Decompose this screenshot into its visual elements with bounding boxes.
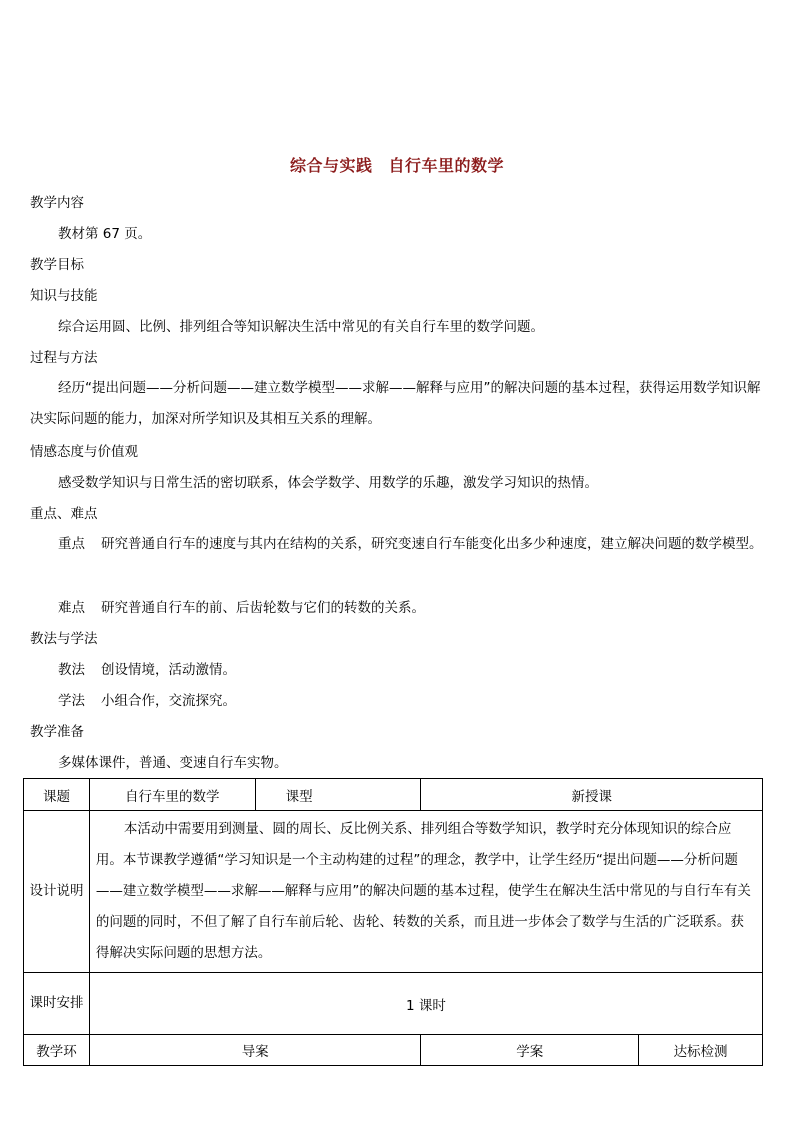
key-paragraph [30,529,765,560]
emotion-heading: 情感态度与价值观 [30,444,138,460]
key-heading: 重点、难点 [30,506,98,522]
topic-value-cell: 自行车里的数学 [89,779,255,811]
type-label-cell: 课型 [255,779,421,811]
stage-label-cell: 教学环 [24,1035,90,1066]
guide-label-cell: 导案 [89,1035,421,1066]
lesson-plan-table [23,778,763,1066]
teach-label: 教法 [58,662,85,678]
prep-text: 多媒体课件，普通、变速自行车实物。 [58,755,288,771]
knowledge-text: 综合运用圆、比例、排列组合等知识解决生活中常见的有关自行车里的数学问题。 [58,319,544,335]
hours-value-cell: 1 课时 [89,973,762,1035]
difficult-paragraph [58,598,425,618]
emotion-text: 感受数学知识与日常生活的密切联系，体会学数学、用数学的乐趣，激发学习知识的热情。 [58,475,598,491]
table-row [24,779,763,811]
table-row [24,973,763,1035]
prep-heading: 教学准备 [30,724,84,740]
key-label: 重点 [58,536,85,552]
design-label-cell: 设计说明 [24,811,90,973]
table-row [24,1035,763,1066]
table-row [24,811,763,973]
type-value-cell: 新授课 [421,779,763,811]
hours-label-cell: 课时安排 [24,973,90,1035]
study-label-cell: 学案 [421,1035,639,1066]
learn-text: 小组合作，交流探究。 [101,693,236,709]
check-label-cell: 达标检测 [639,1035,763,1066]
document-title [0,153,794,176]
design-text-cell: 本活动中需要用到测量、圆的周长、反比例关系、排列组合等数学知识，教学时充分体现知识的综合应用。本节课教学遵循“学习知识是一个主动构建的过程”的理念，教学中，让学生经历“提出问题——分析问题——建立数学模型——求解——解释与应用”的解决问题的基本过程，使学生在解决生活中常见的与自行车有关的问题的同时，不但了解了自行车前后轮、齿轮、转数的关系，而且进一步体会了数学与生活的广泛联系。获得解决实际问题的思想方法。 [89,811,762,973]
teach-text: 创设情境，活动激情。 [101,662,236,678]
method-heading: 教法与学法 [30,631,98,647]
difficult-label: 难点 [58,600,85,616]
knowledge-heading: 知识与技能 [30,288,98,304]
content-text: 教材第 67 页。 [58,226,152,242]
topic-label-cell: 课题 [24,779,90,811]
process-text: 经历“提出问题——分析问题——建立数学模型——求解——解释与应用”的解决问题的基本过程，获得运用数学知识解决实际问题的能力，加深对所学知识及其相互关系的理解。 [30,380,761,427]
goals-heading: 教学目标 [30,257,84,273]
title-part-2: 自行车里的数学 [388,156,505,175]
title-part-1: 综合与实践 [289,156,373,175]
learn-label: 学法 [58,693,85,709]
teach-paragraph [58,660,236,680]
process-heading: 过程与方法 [30,350,98,366]
learn-paragraph [58,691,236,711]
difficult-text: 研究普通自行车的前、后齿轮数与它们的转数的关系。 [101,600,425,616]
content-heading: 教学内容 [30,195,84,211]
key-text: 研究普通自行车的速度与其内在结构的关系，研究变速自行车能变化出多少种速度，建立解决问题的数学模型。 [101,536,763,552]
